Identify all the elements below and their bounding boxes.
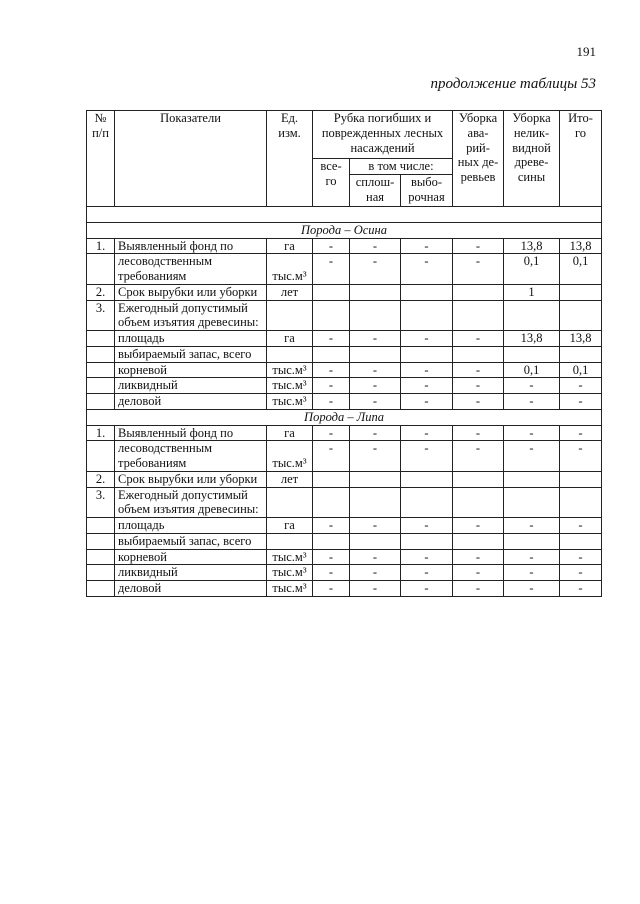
table-row — [87, 549, 602, 565]
row-value: - — [313, 394, 350, 410]
row-number: 1. — [87, 238, 115, 254]
col-illiquid-header: Уборка нелик-видной древе-сины — [504, 111, 560, 207]
row-value: - — [453, 331, 504, 347]
row-value — [313, 471, 350, 487]
row-unit: тыс.м³ — [267, 362, 313, 378]
row-unit: тыс.м³ — [267, 565, 313, 581]
row-value — [560, 533, 602, 549]
row-value: - — [350, 238, 401, 254]
table-row — [87, 378, 602, 394]
row-value: - — [560, 518, 602, 534]
row-value — [504, 300, 560, 331]
table-row — [87, 581, 602, 597]
row-value — [350, 300, 401, 331]
row-label: Срок вырубки или уборки — [115, 471, 267, 487]
row-label: лесоводственным требованиям — [115, 254, 267, 285]
col-clear-header: сплош-ная — [350, 174, 401, 206]
row-value: - — [560, 394, 602, 410]
row-unit: га — [267, 518, 313, 534]
row-value: - — [401, 362, 453, 378]
row-value — [350, 533, 401, 549]
row-value — [401, 346, 453, 362]
col-emergency-header: Уборка ава-рий-ных де-ревьев — [453, 111, 504, 207]
col-sum-header: Ито-го — [560, 111, 602, 207]
row-unit: тыс.м³ — [267, 581, 313, 597]
row-value — [504, 533, 560, 549]
section-row — [87, 409, 602, 425]
row-value: - — [560, 565, 602, 581]
row-value: - — [453, 549, 504, 565]
row-label: корневой — [115, 549, 267, 565]
row-value — [453, 487, 504, 518]
row-value — [453, 533, 504, 549]
row-value: - — [313, 254, 350, 285]
row-value: - — [401, 441, 453, 472]
row-label: Ежегодный допустимый объем изъятия древесины: — [115, 300, 267, 331]
table-row — [87, 331, 602, 347]
row-label: ликвидный — [115, 565, 267, 581]
row-value: - — [313, 238, 350, 254]
row-value: - — [350, 331, 401, 347]
row-value: 13,8 — [560, 238, 602, 254]
table-row — [87, 238, 602, 254]
page-number: 191 — [576, 44, 596, 59]
row-value — [504, 346, 560, 362]
row-label: Ежегодный допустимый объем изъятия древесины: — [115, 487, 267, 518]
row-value: - — [350, 254, 401, 285]
table-row — [87, 533, 602, 549]
row-value — [313, 533, 350, 549]
data-table — [86, 110, 602, 597]
row-value — [401, 284, 453, 300]
row-value: - — [504, 565, 560, 581]
row-value: - — [350, 565, 401, 581]
row-value: - — [313, 565, 350, 581]
row-value: 0,1 — [504, 362, 560, 378]
row-value: - — [453, 581, 504, 597]
row-value — [350, 471, 401, 487]
table-row — [87, 518, 602, 534]
row-value: - — [350, 441, 401, 472]
row-label: Срок вырубки или уборки — [115, 284, 267, 300]
row-value: - — [453, 362, 504, 378]
row-unit: лет — [267, 471, 313, 487]
row-label: выбираемый запас, всего — [115, 533, 267, 549]
row-label: корневой — [115, 362, 267, 378]
row-value: - — [560, 425, 602, 441]
table-row — [87, 565, 602, 581]
row-value — [401, 300, 453, 331]
row-value — [560, 487, 602, 518]
row-value — [313, 487, 350, 518]
row-value: - — [560, 549, 602, 565]
row-number — [87, 518, 115, 534]
row-value: - — [401, 425, 453, 441]
row-label: лесоводственным требованиям — [115, 441, 267, 472]
row-unit: га — [267, 238, 313, 254]
row-unit — [267, 300, 313, 331]
row-value: - — [504, 441, 560, 472]
row-number — [87, 378, 115, 394]
row-label: площадь — [115, 331, 267, 347]
row-value — [313, 284, 350, 300]
row-value: - — [453, 425, 504, 441]
row-value: - — [350, 378, 401, 394]
row-value: - — [350, 518, 401, 534]
row-value: - — [401, 238, 453, 254]
row-unit: тыс.м³ — [267, 549, 313, 565]
row-value: - — [401, 378, 453, 394]
row-number: 3. — [87, 487, 115, 518]
row-value: - — [504, 425, 560, 441]
table-caption: продолжение таблицы 53 — [430, 76, 596, 92]
table-row — [87, 487, 602, 518]
row-value — [350, 346, 401, 362]
row-number: 1. — [87, 425, 115, 441]
row-number: 3. — [87, 300, 115, 331]
row-label: ликвидный — [115, 378, 267, 394]
row-unit — [267, 487, 313, 518]
row-value: - — [350, 362, 401, 378]
row-label: выбираемый запас, всего — [115, 346, 267, 362]
row-unit: тыс.м³ — [267, 378, 313, 394]
row-value: - — [313, 518, 350, 534]
row-unit — [267, 346, 313, 362]
row-value — [453, 284, 504, 300]
row-value: - — [504, 378, 560, 394]
row-unit: тыс.м³ — [267, 394, 313, 410]
col-incl-header: в том числе: — [350, 159, 453, 175]
row-value: - — [504, 581, 560, 597]
row-value: - — [560, 441, 602, 472]
row-value: - — [453, 238, 504, 254]
row-value: - — [313, 378, 350, 394]
col-total-header: все-го — [313, 159, 350, 207]
row-label: деловой — [115, 394, 267, 410]
row-number — [87, 533, 115, 549]
row-value: - — [453, 378, 504, 394]
row-value: 13,8 — [504, 238, 560, 254]
table-row — [87, 254, 602, 285]
row-value — [560, 471, 602, 487]
row-number — [87, 394, 115, 410]
row-value — [453, 346, 504, 362]
row-label: площадь — [115, 518, 267, 534]
row-value — [401, 471, 453, 487]
row-value: 0,1 — [560, 362, 602, 378]
row-value: - — [313, 331, 350, 347]
table-row — [87, 284, 602, 300]
row-number: 2. — [87, 284, 115, 300]
row-value: - — [401, 518, 453, 534]
section-row — [87, 222, 602, 238]
row-value — [504, 471, 560, 487]
row-number — [87, 441, 115, 472]
row-value: - — [453, 441, 504, 472]
col-selective-header: выбо-рочная — [401, 174, 453, 206]
row-value — [350, 284, 401, 300]
table-row — [87, 471, 602, 487]
row-value: - — [453, 518, 504, 534]
row-number — [87, 362, 115, 378]
row-unit — [267, 533, 313, 549]
col-indicator-header: Показатели — [115, 111, 267, 207]
row-value: - — [401, 394, 453, 410]
row-number — [87, 565, 115, 581]
row-number — [87, 581, 115, 597]
row-value — [313, 300, 350, 331]
row-value — [560, 284, 602, 300]
row-value — [453, 300, 504, 331]
row-value — [313, 346, 350, 362]
row-value: - — [504, 394, 560, 410]
row-value: - — [453, 394, 504, 410]
row-value: 13,8 — [560, 331, 602, 347]
col-num-header: № п/п — [87, 111, 115, 207]
row-value: - — [350, 394, 401, 410]
col-unit-header: Ед. изм. — [267, 111, 313, 207]
row-value: - — [401, 549, 453, 565]
row-value: - — [453, 565, 504, 581]
row-unit: га — [267, 425, 313, 441]
row-number — [87, 331, 115, 347]
row-unit: лет — [267, 284, 313, 300]
row-value — [453, 471, 504, 487]
row-unit: тыс.м³ — [267, 441, 313, 472]
table-row — [87, 346, 602, 362]
row-value — [504, 487, 560, 518]
table-row — [87, 425, 602, 441]
row-value: 13,8 — [504, 331, 560, 347]
row-unit: га — [267, 331, 313, 347]
row-value: - — [313, 549, 350, 565]
row-value — [560, 346, 602, 362]
row-label: Выявленный фонд по — [115, 238, 267, 254]
table-row — [87, 394, 602, 410]
row-value — [350, 487, 401, 518]
col-group-header: Рубка погибших и поврежденных лесных насаждений — [313, 111, 453, 159]
row-value: - — [313, 362, 350, 378]
section-title: Порода – Липа — [87, 409, 602, 425]
row-value: - — [401, 581, 453, 597]
row-value: - — [401, 331, 453, 347]
row-value: 0,1 — [560, 254, 602, 285]
row-number — [87, 549, 115, 565]
row-label: Выявленный фонд по — [115, 425, 267, 441]
row-value: 1 — [504, 284, 560, 300]
row-value: - — [560, 581, 602, 597]
row-value: - — [350, 425, 401, 441]
row-number — [87, 346, 115, 362]
row-value: - — [504, 549, 560, 565]
row-value: - — [401, 254, 453, 285]
row-value: - — [313, 425, 350, 441]
table-row — [87, 441, 602, 472]
row-value — [560, 300, 602, 331]
section-title: Порода – Осина — [87, 222, 602, 238]
row-label: деловой — [115, 581, 267, 597]
row-unit: тыс.м³ — [267, 254, 313, 285]
row-value: - — [350, 549, 401, 565]
row-value: - — [313, 441, 350, 472]
row-value — [401, 533, 453, 549]
row-value: - — [313, 581, 350, 597]
row-value — [401, 487, 453, 518]
row-value: - — [350, 581, 401, 597]
row-value: - — [560, 378, 602, 394]
row-value: 0,1 — [504, 254, 560, 285]
row-value: - — [453, 254, 504, 285]
row-number — [87, 254, 115, 285]
row-value: - — [504, 518, 560, 534]
row-number: 2. — [87, 471, 115, 487]
row-value: - — [401, 565, 453, 581]
spacer-row — [87, 206, 602, 222]
table-row — [87, 300, 602, 331]
table-row — [87, 362, 602, 378]
